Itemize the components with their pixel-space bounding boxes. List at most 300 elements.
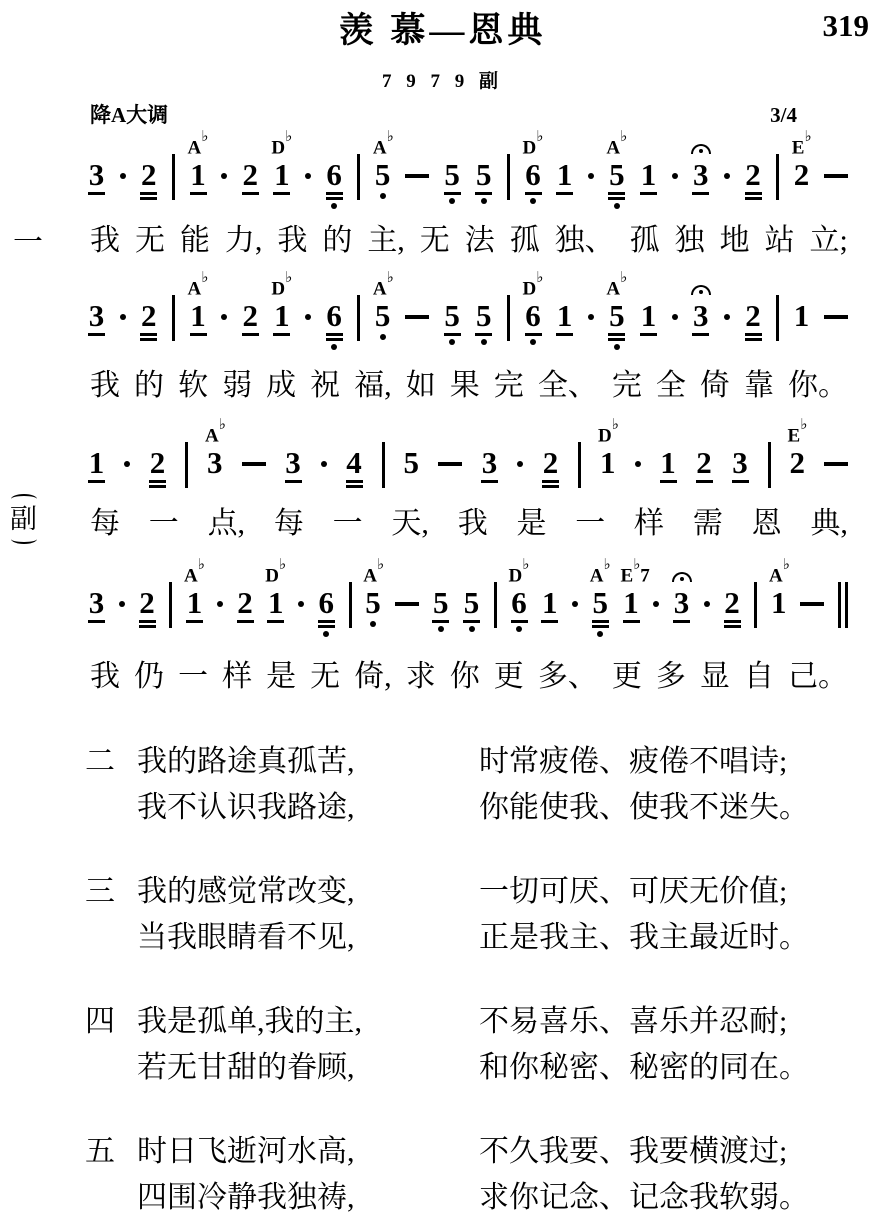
lyric-syllable: 我 [457,507,488,540]
lyric-syllable: 我 [90,224,120,257]
lyric-syllable: 更 [611,660,642,693]
rhythm-dot [119,601,125,607]
verse-number [85,915,137,961]
lyric-syllable: 样 [222,660,253,693]
low-octave-dot [438,626,444,632]
low-octave-dot [370,621,376,627]
note-digit: 1 [660,445,676,480]
jianpu-note [242,157,259,195]
music-line-2 [88,271,848,350]
beam-underline [640,333,657,336]
beam-underline [463,620,480,623]
verse-right-line: 求你记念、记念我软弱。 [479,1181,809,1214]
lyric-syllable: 法 [464,224,495,257]
lyric-syllable: 倚 [699,369,730,402]
verse-number-marker: 一 [13,226,43,259]
chord-label: A♭ [205,416,226,446]
bracket-top [11,494,37,504]
lyric-syllable: 一 [332,507,363,540]
lyric-line-4 [90,659,848,695]
note-digit: 3 [207,445,223,480]
lyric-syllable: 立; [809,224,848,257]
verse-left-line: 我是孤单,我的主, [137,1005,362,1038]
chord-label: A♭ [589,556,611,586]
rhythm-dot [724,314,730,320]
barline [494,582,497,628]
lyric-syllable: 果 [449,369,480,402]
jianpu-note [372,128,394,199]
rhythm-dot [704,601,710,607]
lyric-syllable: 站 [764,224,795,257]
beam-underline [140,192,157,195]
jianpu-note [444,298,461,345]
lyric-syllable: 无 [134,224,165,257]
jianpu-note [271,269,293,336]
lyric-syllable: 的 [134,369,165,402]
jianpu-note [326,157,343,209]
jianpu-note [793,298,810,333]
lyric-syllable: 更 [493,660,524,693]
beam-underline [475,192,492,195]
barline [357,154,360,200]
lyric-syllable: 自 [743,660,774,693]
lyric-syllable: 多、 [537,660,598,693]
beam-underline [608,333,625,336]
note-digit: 6 [525,298,541,333]
lyric-syllable: 我 [90,660,120,693]
rhythm-dot [588,173,594,179]
beam-underline [237,620,254,623]
lyric-syllable: 能 [179,224,210,257]
jianpu-note [769,556,790,620]
verse-right-line: 一切可厌、可厌无价值; [479,875,788,908]
beam-underline [660,480,677,483]
chord-label: D♭ [271,269,293,299]
note-digit: 3 [693,157,709,192]
lyric-syllable: 恩 [751,507,782,540]
jianpu-note [640,298,657,336]
note-digit: 5 [433,585,449,620]
lyric-syllable: 我 [90,369,120,402]
verse-block [85,1129,885,1221]
jianpu-note [88,298,105,336]
note-digit: 5 [476,298,492,333]
rhythm-dot [217,601,223,607]
low-octave-dot [516,626,522,632]
jianpu-note [318,585,335,637]
note-digit: 5 [365,585,381,620]
jianpu-note [640,157,657,195]
lyric-syllable: 每 [273,507,304,540]
beam-underline [432,620,449,623]
jianpu-note [184,556,205,623]
lyric-syllable: 独、 [554,224,615,257]
jianpu-note [696,445,713,483]
verse-row [85,869,885,915]
lyric-syllable: 弱 [222,369,253,402]
duration-dash [242,462,266,466]
barline [776,154,779,200]
jianpu-note [187,269,209,336]
verse-row [85,1175,885,1221]
verse-right-line: 不易喜乐、喜乐并忍耐; [479,1005,788,1038]
note-digit: 1 [640,157,657,192]
note-digit: 2 [745,157,761,192]
duration-dash [824,462,848,466]
lyric-syllable: 靠 [743,369,774,402]
rhythm-dot [672,173,678,179]
duration-dash [438,462,462,466]
note-digit: 2 [149,445,166,480]
note-digit: 3 [88,157,105,192]
note-digit: 1 [268,585,284,620]
verse-right-line: 正是我主、我主最近时。 [479,921,809,954]
beam-underline [732,480,749,483]
jianpu-note [673,585,690,623]
bracket-bottom [11,534,37,544]
beam-underline [88,480,105,483]
note-digit: 5 [374,298,391,333]
beam-underline [88,192,105,195]
lyric-syllable: 祝 [310,369,341,402]
beam-underline [608,338,625,341]
rhythm-dot [120,173,126,179]
note-digit: 2 [242,298,258,333]
note-digit: 4 [346,445,362,480]
beam-underline [140,197,157,200]
beam-underline [140,333,157,336]
note-digit: 1 [88,445,105,480]
beam-underline [556,192,573,195]
chord-label: A♭ [184,556,205,586]
lyric-syllable: 无 [310,660,341,693]
note-digit: 3 [481,445,498,480]
rhythm-dot [517,461,523,467]
chord-label: E♭ [791,128,812,158]
note-digit: 5 [476,157,492,192]
note-digit: 2 [745,298,761,333]
rhythm-dot [321,461,327,467]
chord-label: D♭ [522,269,544,299]
note-digit: 6 [326,298,342,333]
barline [768,442,771,488]
jianpu-note [556,298,573,336]
note-digit: 3 [88,585,105,620]
note-digit: 2 [542,445,559,480]
jianpu-note [432,585,449,632]
lyric-syllable: 主, [367,224,405,257]
low-octave-dot [597,631,603,637]
jianpu-note [205,416,226,480]
note-digit: 3 [732,445,748,480]
beam-underline [475,333,492,336]
lyric-syllable: 倚, [354,660,392,693]
verse-block [85,739,885,831]
jianpu-note [463,585,480,632]
lyric-syllable: 全 [655,369,686,402]
beam-underline [724,625,741,628]
beam-underline [696,480,713,483]
duration-dash [405,315,429,319]
lyric-syllable: 己。 [787,660,848,693]
beam-underline [190,192,207,195]
beam-underline [444,192,461,195]
note-digit: 5 [444,157,460,192]
jianpu-note [475,157,492,204]
duration-dash [405,174,429,178]
rhythm-dot [572,601,578,607]
jianpu-note [787,416,808,480]
beam-underline [542,485,559,488]
lyric-line-2 [90,368,848,404]
jianpu-note [620,556,650,623]
barline [349,582,352,628]
beam-underline [273,333,290,336]
rhythm-dot [298,601,304,607]
note-digit: 1 [274,157,290,192]
beam-underline [541,620,558,623]
note-digit: 5 [609,157,625,192]
beam-underline [190,333,207,336]
lyric-syllable: 完 [611,369,642,402]
chord-label: A♭ [606,269,628,299]
rhythm-dot [124,461,130,467]
lyric-syllable: 的 [322,224,353,257]
note-digit: 3 [285,445,301,480]
beam-underline [346,485,363,488]
verse-number: 五 [85,1135,115,1168]
jianpu-note [139,585,156,628]
verse-right-line: 时常疲倦、疲倦不唱诗; [479,745,788,778]
note-digit: 2 [793,157,810,192]
lyric-syllable: 一 [575,507,606,540]
jianpu-note [542,445,559,488]
beam-underline [139,620,156,623]
note-digit: 1 [556,298,573,333]
beam-underline [673,620,690,623]
note-digit: 3 [673,585,690,620]
low-octave-dot [380,193,386,199]
verse-left-line: 我不认识我路途, [137,791,355,824]
beam-underline [318,625,335,628]
lyric-syllable: 天, [391,507,429,540]
lyric-syllable: 成 [266,369,297,402]
chord-label: A♭ [606,128,628,158]
chord-label: D♭ [271,128,293,158]
beam-underline [556,333,573,336]
beam-underline [745,338,762,341]
beam-underline [149,480,166,483]
rhythm-dot [635,461,641,467]
verse-number: 三 [85,875,115,908]
lyric-syllable: 是 [266,660,297,693]
jianpu-note [363,556,385,627]
beam-underline [745,197,762,200]
lyric-line-1 [13,223,848,259]
jianpu-note [556,157,573,195]
low-octave-dot [380,334,386,340]
final-barline [838,582,848,628]
lyric-syllable: 仍 [134,660,165,693]
verse-number [85,1045,137,1091]
beam-underline [88,620,105,623]
barline [185,442,188,488]
chord-label: A♭ [187,269,209,299]
note-digit: 2 [696,445,712,480]
lyric-syllable: 如 [405,369,436,402]
music-line-4 [88,558,848,637]
low-octave-dot [614,344,620,350]
low-octave-dot [469,626,475,632]
chorus-label: 副 [10,504,37,534]
verse-left-line: 若无甘甜的眷顾, [137,1051,355,1084]
fermata-icon [691,285,711,295]
hymn-meter: 7 9 7 9 副 [381,71,503,92]
low-octave-dot [449,339,455,345]
jianpu-note [285,445,302,483]
music-line-1 [88,130,848,209]
note-digit: 3 [88,298,105,333]
jianpu-note [745,157,762,200]
lyric-line-3 [10,504,848,542]
jianpu-note [606,269,628,350]
jianpu-note [187,128,209,195]
jianpu-note [88,157,105,195]
note-digit: 1 [274,298,290,333]
lyric-syllable: 地 [719,224,750,257]
verse-row [85,915,885,961]
beam-underline [511,620,528,623]
jianpu-note [660,445,677,483]
barline [172,154,175,200]
note-digit: 5 [463,585,480,620]
beam-underline [285,480,302,483]
note-digit: 2 [242,157,258,192]
jianpu-note [140,298,157,341]
chord-label: D♭ [265,556,287,586]
rhythm-dot [724,173,730,179]
beam-underline [724,620,741,623]
beam-underline [149,485,166,488]
duration-dash [395,602,419,606]
jianpu-note [724,585,741,628]
jianpu-note [522,269,544,345]
verse-left-line: 四围冷静我独祷, [137,1181,355,1214]
lyric-syllable: 一 [178,660,209,693]
rhythm-dot [653,601,659,607]
verse-right-line: 不久我要、我要横渡过; [479,1135,788,1168]
note-digit: 1 [190,298,206,333]
verse-row [85,1129,885,1175]
rhythm-dot [120,314,126,320]
jianpu-note [403,445,420,480]
note-digit: 1 [623,585,639,620]
jianpu-note [271,128,293,195]
key-time-row [90,102,797,128]
barline [578,442,581,488]
jianpu-note [732,445,749,483]
beam-underline [608,197,625,200]
note-digit: 1 [542,585,558,620]
low-octave-dot [614,203,620,209]
chord-label: D♭ [598,416,619,446]
chord-label: D♭ [522,128,544,158]
verse-left-line: 时日飞逝河水高, [137,1135,355,1168]
chorus-marker [10,494,37,544]
beam-underline [318,620,335,623]
beam-underline [608,192,625,195]
note-digit: 1 [793,298,810,333]
lyric-syllable: 孤 [509,224,540,257]
jianpu-note [237,585,254,623]
barline [169,582,172,628]
jianpu-note [692,157,709,195]
chord-label: A♭ [187,128,209,158]
rhythm-dot [588,314,594,320]
lyric-syllable: 是 [516,507,547,540]
beam-underline [140,338,157,341]
verse-row [85,999,885,1045]
note-digit: 6 [326,157,342,192]
lyric-syllable: 一 [148,507,179,540]
beam-underline [242,333,259,336]
barline [776,295,779,341]
beam-underline [745,192,762,195]
note-digit: 2 [789,445,805,480]
beam-underline [444,333,461,336]
jianpu-note [140,157,157,200]
chord-label: A♭ [372,269,394,299]
jianpu-note [745,298,762,341]
low-octave-dot [331,344,337,350]
barline [172,295,175,341]
chord-label: A♭ [363,556,385,586]
jianpu-note [475,298,492,345]
jianpu-note [242,298,259,336]
duration-dash [824,315,848,319]
jianpu-note [149,445,166,488]
verse-number [85,785,137,831]
duration-dash [800,602,824,606]
jianpu-note [508,556,530,632]
lyric-syllable: 软 [178,369,209,402]
chord-label: D♭ [508,556,530,586]
lyric-syllable: 完 [493,369,524,402]
rhythm-dot [305,173,311,179]
beam-underline [542,480,559,483]
verse-row [85,739,885,785]
rhythm-dot [221,173,227,179]
beam-underline [525,192,542,195]
verse-number [85,1175,137,1221]
barline [357,295,360,341]
lyric-syllable: 典, [810,507,848,540]
lyric-syllable: 全、 [537,369,598,402]
rhythm-dot [221,314,227,320]
note-digit: 6 [525,157,541,192]
jianpu-note [606,128,628,209]
lyric-syllable: 你 [449,660,480,693]
beam-underline [326,333,343,336]
lyric-syllable: 无 [419,224,450,257]
beam-underline [592,625,609,628]
fermata-icon [691,144,711,154]
hymn-title: 羡 慕—恩典 [338,11,547,50]
note-digit: 1 [186,585,203,620]
rhythm-dot [672,314,678,320]
jianpu-note [88,445,105,483]
note-digit: 5 [592,585,608,620]
